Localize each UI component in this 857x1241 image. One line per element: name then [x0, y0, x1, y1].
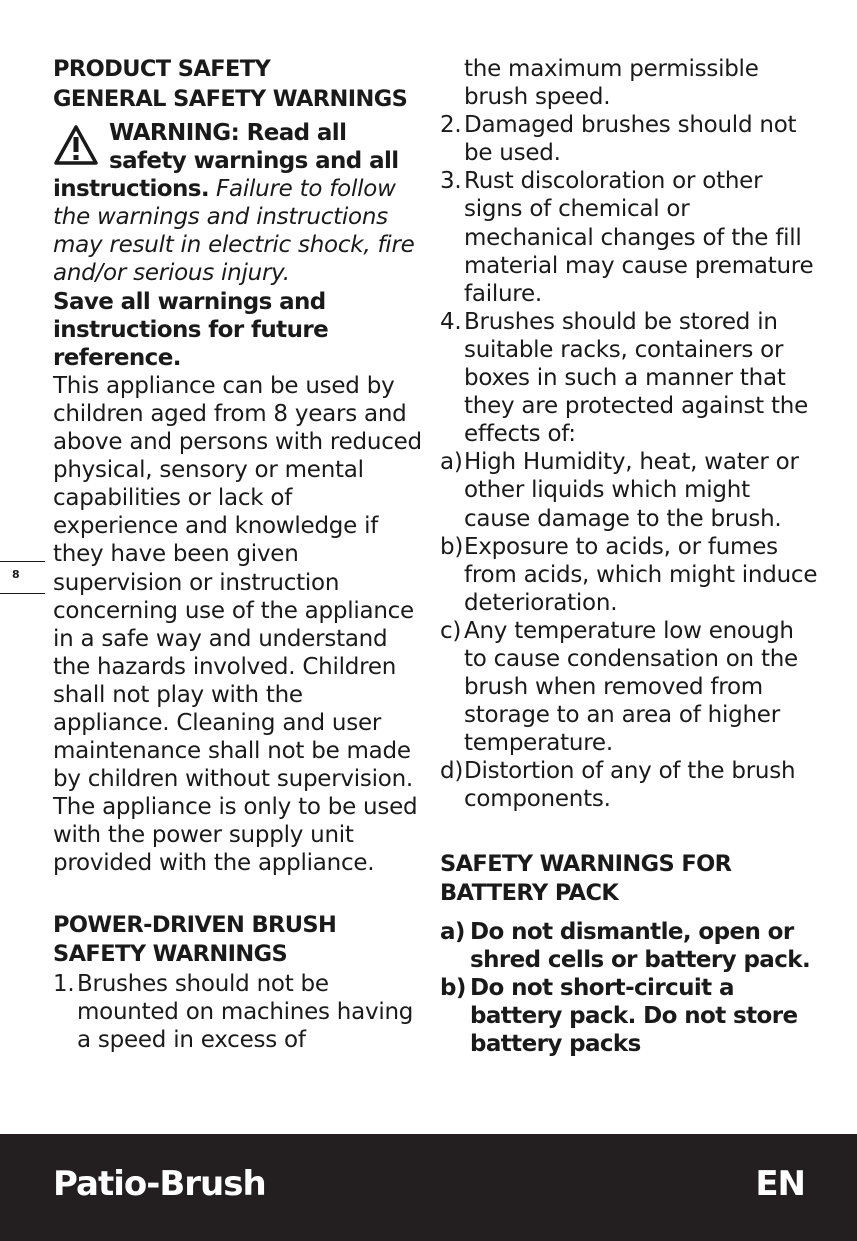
- language-code: EN: [755, 1164, 805, 1204]
- storage-item-a: [440, 448, 820, 532]
- product-name: Patio-Brush: [53, 1164, 266, 1204]
- warning-italic-text: Failure to follow the warnings and instructions may result in electric shock, fire and/or serious injury.: [53, 176, 415, 287]
- battery-item-a-text: Do not dismantle, open or shred cells or battery pack.: [470, 918, 811, 973]
- footer-bar: [0, 1134, 857, 1241]
- battery-item-a: [440, 918, 820, 974]
- storage-item-d-text: Distortion of any of the brush components.: [464, 758, 796, 813]
- battery-warning-list: [440, 918, 820, 1058]
- left-column: [53, 55, 423, 1054]
- heading-line-1: PRODUCT SAFETY: [53, 56, 271, 82]
- page-number: 8: [12, 568, 20, 581]
- brush-item-4: [440, 308, 820, 448]
- brush-safety-heading: [53, 911, 423, 970]
- battery-heading-line-1: SAFETY WARNINGS FOR: [440, 850, 732, 877]
- heading-line-2: GENERAL SAFETY WARNINGS: [53, 85, 408, 112]
- storage-item-a-text: High Humidity, heat, water or other liquids which might cause damage to the brush.: [464, 449, 799, 532]
- brush-item-1: [53, 970, 423, 1054]
- page-marker-line-bottom: [0, 593, 45, 594]
- brush-item-2-text: Damaged brushes should not be used.: [464, 112, 797, 167]
- battery-item-a-label: a): [440, 918, 465, 945]
- brush-item-1-label: 1.: [53, 970, 75, 997]
- warning-title: [53, 119, 423, 175]
- warning-title-line-2: safety warnings and all: [109, 148, 399, 175]
- brush-item-1-text: Brushes should not be mounted on machines having a speed in excess of: [77, 970, 414, 1053]
- power-supply-paragraph: The appliance is only to be used with the power supply unit provided with the appliance.: [53, 794, 418, 877]
- warning-bold-tail: instructions.: [53, 176, 209, 203]
- storage-item-d-label: d): [440, 758, 464, 785]
- brush-item-3-text: Rust discoloration or other signs of chemical or mechanical changes of the fill material may cause premature failure.: [464, 168, 814, 307]
- battery-item-b-label: b): [440, 974, 466, 1001]
- warning-block: [53, 119, 423, 288]
- brush-item-4-label: 4.: [440, 308, 462, 335]
- storage-item-c: [440, 617, 820, 757]
- storage-item-b-text: Exposure to acids, or fumes from acids, which might induce deterioration.: [464, 533, 818, 616]
- battery-item-b: [440, 974, 820, 1058]
- brush-item-1-continuation: the maximum permissible brush speed.: [464, 56, 759, 111]
- brush-item-3-label: 3.: [440, 168, 462, 195]
- storage-item-c-text: Any temperature low enough to cause condensation on the brush when removed from storage to an area of higher temperature.: [464, 617, 798, 757]
- storage-item-c-label: c): [440, 617, 462, 644]
- brush-item-2: [440, 111, 820, 167]
- product-safety-heading: [53, 55, 423, 114]
- brush-heading-line-1: POWER-DRIVEN BRUSH: [53, 911, 337, 938]
- warning-body: [53, 175, 423, 287]
- brush-item-4-text: Brushes should be stored in suitable racks, containers or boxes in such a manner that they are protected against the effects of:: [464, 308, 809, 448]
- storage-item-b-label: b): [440, 533, 464, 560]
- brush-item-3: [440, 167, 820, 307]
- storage-item-b: [440, 533, 820, 617]
- save-instructions-text: Save all warnings and instructions for future reference.: [53, 288, 329, 371]
- warning-title-line-1: WARNING: Read all: [109, 120, 347, 146]
- brush-heading-line-2: SAFETY WARNINGS: [53, 941, 288, 968]
- battery-item-b-text: Do not short-circuit a battery pack. Do not store battery packs: [470, 974, 798, 1057]
- storage-item-d: [440, 757, 820, 813]
- battery-heading-line-2: BATTERY PACK: [440, 880, 619, 907]
- warning-triangle-icon: [53, 124, 99, 166]
- storage-item-a-label: a): [440, 449, 463, 476]
- page-marker-line-top: [0, 561, 45, 562]
- brush-item-2-label: 2.: [440, 112, 462, 139]
- right-column: [440, 55, 820, 1058]
- children-paragraph: This appliance can be used by children aged from 8 years and above and persons with reduced physical, sensory or mental capabilities or lack of experience and knowledge if they have been given supervision or instruction concerning use of the appliance in a safe way and understand the hazards involved. Children shall not play with the appliance. Cleaning and user maintenance shall not be made by children without supervision.: [53, 372, 422, 793]
- battery-safety-heading: [440, 850, 820, 909]
